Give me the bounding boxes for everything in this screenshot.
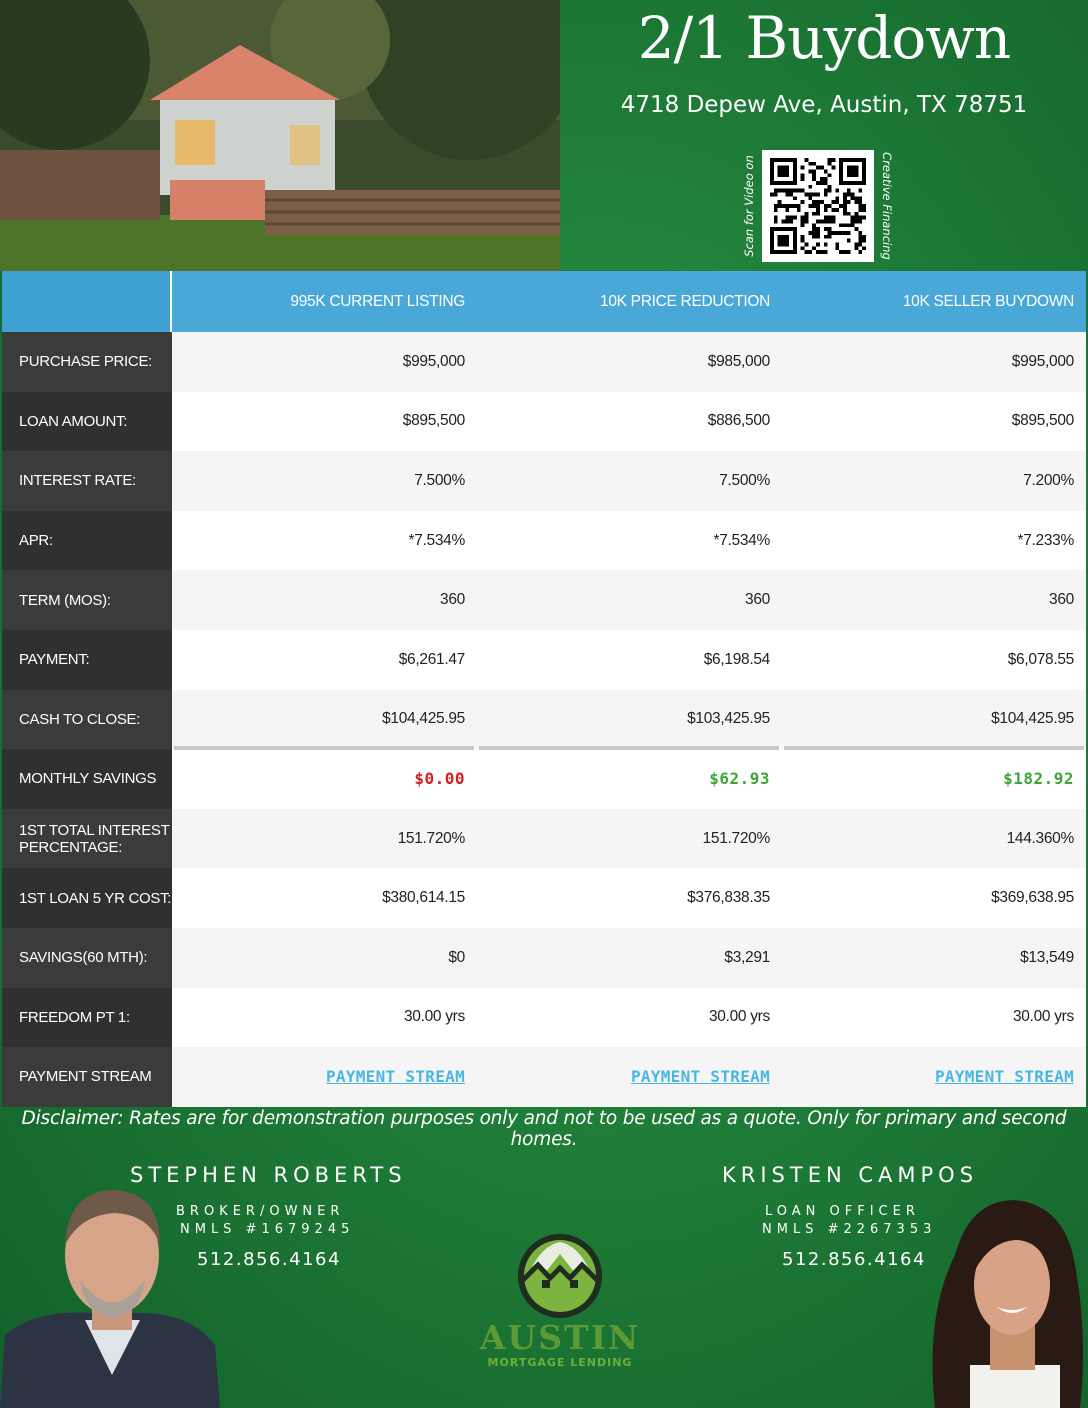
table-cell: $369,638.95: [991, 889, 1074, 907]
row-cells: [172, 332, 1086, 392]
table-cell: 7.500%: [719, 471, 770, 489]
table-row: [2, 809, 1086, 869]
qr-code[interactable]: [762, 150, 874, 262]
logo-subtitle: MORTGAGE LENDING: [487, 1356, 633, 1369]
table-header-corner: [2, 271, 172, 332]
table-cell: $6,198.54: [703, 650, 770, 668]
payment-stream-link[interactable]: PAYMENT STREAM: [934, 1067, 1074, 1087]
table-row: [2, 690, 1086, 750]
row-label: INTEREST RATE:: [2, 451, 172, 511]
column-header-seller-buydown: 10K SELLER BUYDOWN: [902, 293, 1074, 310]
table-header: [2, 271, 1086, 332]
savings-value: $0.00: [414, 769, 465, 789]
row-label: FREEDOM PT 1:: [2, 988, 172, 1048]
disclaimer: Disclaimer: Rates are for demonstration purposes only and not to be used as a quote. Only for primary and second homes.: [21, 1108, 1067, 1150]
table-row: [2, 511, 1086, 571]
table-cell: $3,291: [724, 948, 770, 966]
page-title: 2/1 Buydown: [637, 4, 1011, 72]
table-row: [2, 988, 1086, 1048]
table-row: [2, 1047, 1086, 1107]
table-cell: 144.360%: [1006, 829, 1074, 847]
row-cells: [172, 392, 1086, 452]
table-cell: 151.720%: [397, 829, 465, 847]
agent-name: KRISTEN CAMPOS: [722, 1163, 979, 1187]
row-label: LOAN AMOUNT:: [2, 392, 172, 452]
property-address: 4718 Depew Ave, Austin, TX 78751: [620, 92, 1028, 118]
table-cell: $995,000: [1011, 352, 1074, 370]
agent-phone[interactable]: 512.856.4164: [197, 1249, 341, 1270]
row-cells: [172, 928, 1086, 988]
table-cell: $380,614.15: [382, 889, 465, 907]
table-cell: $895,500: [1011, 412, 1074, 430]
savings-value: $62.93: [709, 769, 770, 789]
agent-nmls: NMLS #1679245: [180, 1222, 355, 1237]
row-label: PAYMENT STREAM: [2, 1047, 172, 1107]
table-cell: $104,425.95: [382, 710, 465, 728]
table-cell: 360: [1049, 591, 1074, 609]
table-cell: 7.200%: [1023, 471, 1074, 489]
table-cell: *7.534%: [408, 531, 465, 549]
agent-name: STEPHEN ROBERTS: [130, 1163, 407, 1187]
section-divider: [479, 746, 779, 750]
table-cell: 30.00 yrs: [1012, 1008, 1074, 1026]
table-cell: $886,500: [707, 412, 770, 430]
table-cell: $995,000: [402, 352, 465, 370]
row-label: PAYMENT:: [2, 630, 172, 690]
row-label: TERM (MOS):: [2, 570, 172, 630]
agent-photo: [915, 1195, 1088, 1408]
row-label: APR:: [2, 511, 172, 571]
table-cell: $6,078.55: [1007, 650, 1074, 668]
payment-stream-link[interactable]: PAYMENT STREAM: [630, 1067, 770, 1087]
qr-caption-right: Creative Financing: [880, 152, 895, 260]
row-label: CASH TO CLOSE:: [2, 690, 172, 750]
table-cell: $104,425.95: [991, 710, 1074, 728]
table-cell: 151.720%: [702, 829, 770, 847]
table-cell: 7.500%: [414, 471, 465, 489]
row-cells: [172, 1047, 1086, 1107]
row-label: PURCHASE PRICE:: [2, 332, 172, 392]
house-photo: [0, 0, 560, 271]
payment-stream-link[interactable]: PAYMENT STREAM: [325, 1067, 465, 1087]
row-label: SAVINGS(60 MTH):: [2, 928, 172, 988]
payment-stream-cell: [477, 1047, 770, 1107]
table-row: [2, 749, 1086, 809]
row-cells: [172, 749, 1086, 809]
row-cells: [172, 451, 1086, 511]
logo-name: AUSTIN: [479, 1318, 641, 1357]
table-cell: $376,838.35: [687, 889, 770, 907]
table-row: [2, 630, 1086, 690]
agent-title: BROKER/OWNER: [176, 1204, 345, 1219]
row-cells: [172, 690, 1086, 750]
row-label: 1ST TOTAL INTEREST PERCENTAGE:: [2, 809, 172, 869]
table-row: [2, 868, 1086, 928]
comparison-table: [2, 271, 1086, 1102]
header-panel: [560, 0, 1088, 271]
payment-stream-cell: [172, 1047, 465, 1107]
table-cell: $103,425.95: [687, 710, 770, 728]
table-cell: $6,261.47: [398, 650, 465, 668]
table-cell: $895,500: [402, 412, 465, 430]
row-label: MONTHLY SAVINGS: [2, 749, 172, 809]
agent-nmls: NMLS #2267353: [762, 1222, 937, 1237]
row-cells: [172, 809, 1086, 869]
row-label: 1ST LOAN 5 YR COST:: [2, 868, 172, 928]
row-cells: [172, 570, 1086, 630]
table-cell: $13,549: [1020, 948, 1074, 966]
agent-title: LOAN OFFICER: [765, 1204, 920, 1219]
table-cell: $985,000: [707, 352, 770, 370]
table-cell: $0: [448, 948, 465, 966]
savings-value: $182.92: [1003, 769, 1074, 789]
table-row: [2, 451, 1086, 511]
table-row: [2, 928, 1086, 988]
row-cells: [172, 868, 1086, 928]
payment-stream-cell: [782, 1047, 1074, 1107]
table-row: [2, 570, 1086, 630]
row-cells: [172, 988, 1086, 1048]
table-row: [2, 332, 1086, 392]
table-cell: 360: [745, 591, 770, 609]
table-cell: 30.00 yrs: [708, 1008, 770, 1026]
row-cells: [172, 630, 1086, 690]
qr-caption-left: Scan for Video on: [742, 155, 757, 257]
section-divider: [784, 746, 1084, 750]
column-header-price-reduction: 10K PRICE REDUCTION: [600, 293, 770, 310]
section-divider: [174, 746, 474, 750]
table-cell: 360: [440, 591, 465, 609]
agent-phone[interactable]: 512.856.4164: [782, 1249, 926, 1270]
table-cell: *7.534%: [713, 531, 770, 549]
table-cell: 30.00 yrs: [403, 1008, 465, 1026]
row-cells: [172, 511, 1086, 571]
table-row: [2, 392, 1086, 452]
column-header-current-listing: 995K CURRENT LISTING: [290, 293, 465, 310]
table-cell: *7.233%: [1017, 531, 1074, 549]
agent-photo: [0, 1185, 220, 1408]
